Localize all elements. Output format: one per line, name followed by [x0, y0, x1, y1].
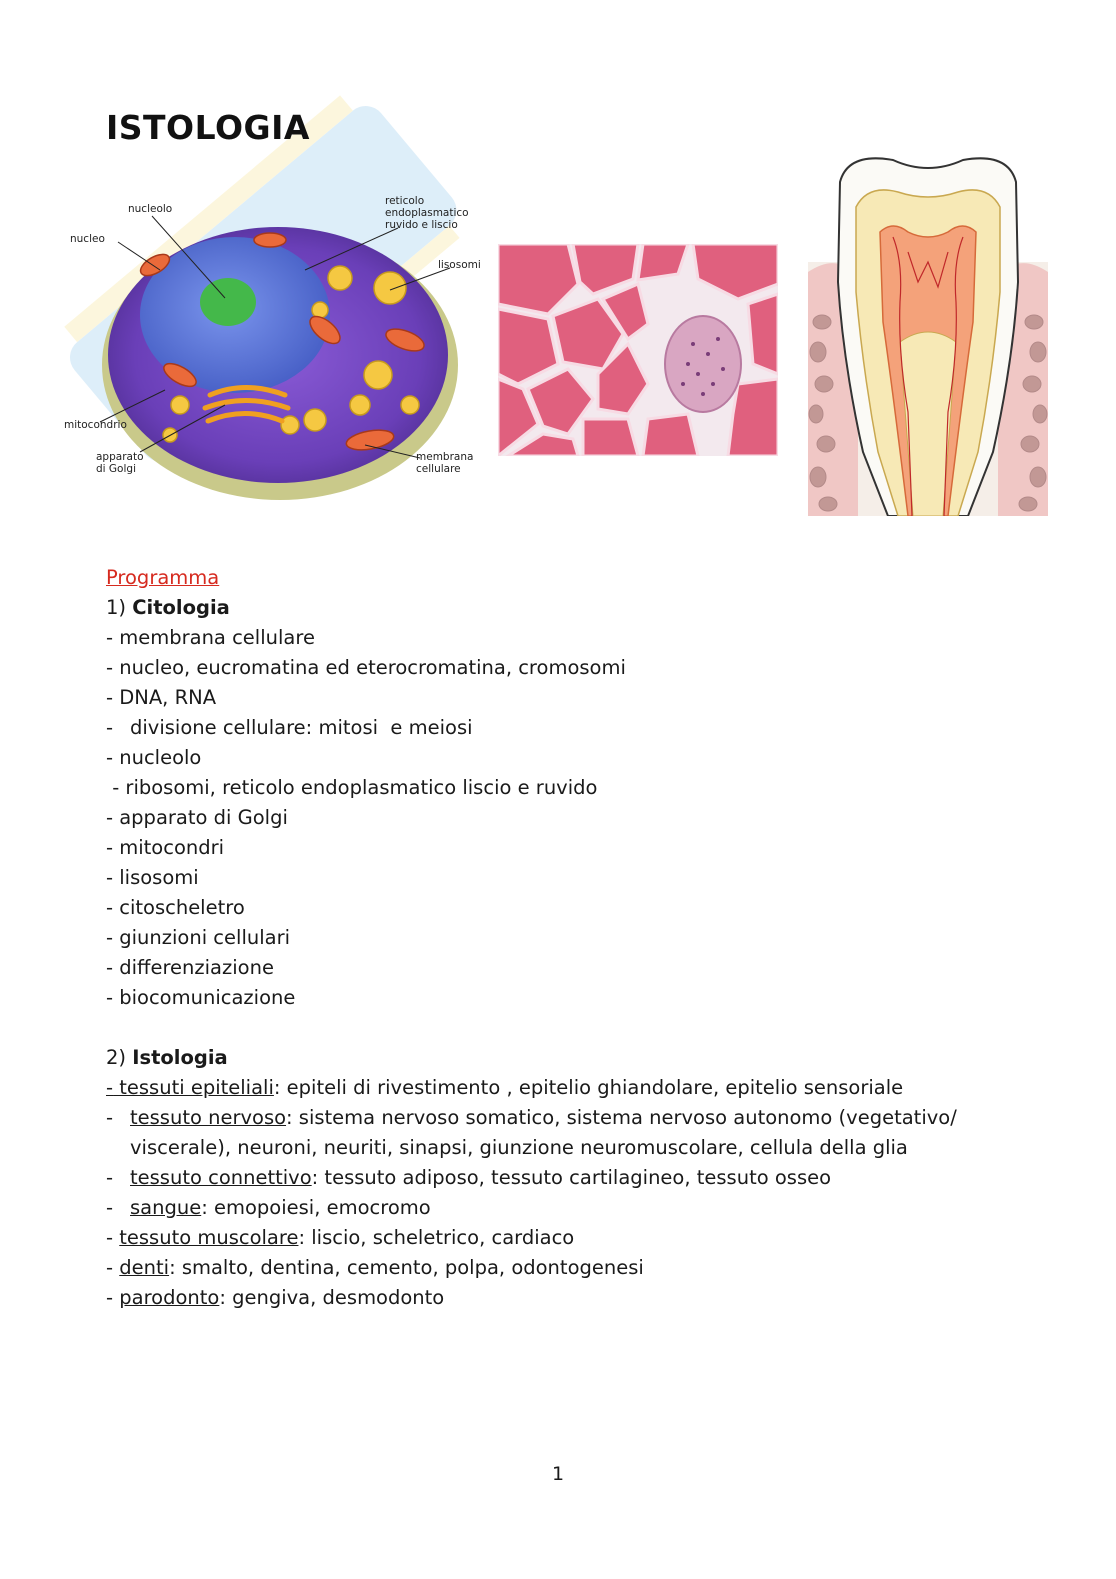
citologia-item: - biocomunicazione: [106, 986, 296, 1009]
parodonto-desc: : gengiva, desmodonto: [219, 1286, 445, 1309]
citologia-item: - DNA, RNA: [106, 686, 217, 709]
nervoso-desc: : sistema nervoso somatico, sistema nervoso autonomo (vegetativo/: [286, 1106, 957, 1129]
istologia-item-parodonto: [106, 1283, 1006, 1313]
label-nucleolo: nucleolo: [128, 203, 173, 215]
epiteliali-prefix: -: [106, 1076, 114, 1099]
page-number: 1: [551, 1463, 565, 1485]
programma-heading: Programma: [106, 566, 220, 589]
citologia-item: - nucleolo: [106, 746, 202, 769]
connettivo-term: tessuto connettivo: [130, 1166, 312, 1189]
label-reticolo-3: ruvido e liscio: [385, 219, 458, 231]
citologia-item: - apparato di Golgi: [106, 806, 288, 829]
denti-prefix: -: [106, 1256, 120, 1279]
denti-desc: : smalto, dentina, cemento, polpa, odontogenesi: [169, 1256, 644, 1279]
sangue-desc: : emopoiesi, emocromo: [201, 1196, 431, 1219]
tooth-section-diagram: [808, 152, 1048, 516]
part2-heading: [106, 1043, 1006, 1073]
parodonto-term: parodonto: [119, 1286, 220, 1309]
label-golgi-2: di Golgi: [96, 463, 136, 475]
istologia-item-muscolare: [106, 1223, 1006, 1253]
sangue-term: sangue: [130, 1196, 202, 1219]
citologia-item: - nucleo, eucromatina ed eterocromatina, cromosomi: [106, 656, 626, 679]
document-title: ISTOLOGIA: [106, 108, 310, 147]
part1-heading: [106, 593, 1006, 623]
istologia-item-denti: [106, 1253, 1006, 1283]
label-mitocondrio: mitocondrio: [64, 419, 127, 431]
epiteliali-desc: : epiteli di rivestimento , epitelio ghiandolare, epitelio sensoriale: [273, 1076, 904, 1099]
section-heading-programma: [106, 563, 1006, 593]
istologia-item-sangue: - sangue: emopoiesi, emocromo: [106, 1196, 431, 1219]
connettivo-desc: : tessuto adiposo, tessuto cartilagineo, tessuto osseo: [311, 1166, 832, 1189]
nervoso-desc-cont: viscerale), neuroni, neuriti, sinapsi, giunzione neuromuscolare, cellula della glia: [130, 1136, 908, 1159]
citologia-item-bullet: - divisione cellulare: mitosi e meiosi: [106, 716, 473, 739]
label-golgi-1: apparato: [96, 451, 144, 463]
part1-title: Citologia: [132, 596, 230, 619]
muscolare-prefix: -: [106, 1226, 120, 1249]
part1-number: 1): [106, 596, 133, 619]
citologia-item: - differenziazione: [106, 956, 274, 979]
citologia-item: - giunzioni cellulari: [106, 926, 291, 949]
programma-content: [106, 563, 1006, 1313]
label-lisosomi: lisosomi: [438, 259, 481, 271]
cell-diagram: [60, 190, 490, 510]
istologia-item-nervoso: - tessuto nervoso: sistema nervoso somatico, sistema nervoso autonomo (vegetativo/: [106, 1106, 957, 1129]
citologia-item: - citoscheletro: [106, 896, 245, 919]
label-reticolo-1: reticolo: [385, 195, 425, 207]
spacer: [106, 1013, 1006, 1043]
istologia-item-connettivo: - tessuto connettivo: tessuto adiposo, tessuto cartilagineo, tessuto osseo: [106, 1166, 832, 1189]
muscolare-desc: : liscio, scheletrico, cardiaco: [298, 1226, 575, 1249]
nervoso-term: tessuto nervoso: [130, 1106, 287, 1129]
muscolare-term: tessuto muscolare: [119, 1226, 299, 1249]
label-membrana-1: membrana: [416, 451, 474, 463]
citologia-item: - ribosomi, reticolo endoplasmatico liscio e ruvido: [106, 776, 598, 799]
label-reticolo-2: endoplasmatico: [385, 207, 469, 219]
istologia-item-epiteliali: [106, 1073, 1006, 1103]
part2-number: 2): [106, 1046, 133, 1069]
citologia-item: - membrana cellulare: [106, 626, 315, 649]
denti-term: denti: [119, 1256, 170, 1279]
label-membrana-2: cellulare: [416, 463, 461, 475]
citologia-item: divisione cellulare: mitosi e meiosi: [130, 716, 473, 739]
epiteliali-term: tessuti epiteliali: [113, 1076, 274, 1099]
citologia-item: - mitocondri: [106, 836, 225, 859]
citologia-item: - lisosomi: [106, 866, 199, 889]
histology-micrograph: [498, 244, 778, 456]
label-nucleo: nucleo: [70, 233, 105, 245]
parodonto-prefix: -: [106, 1286, 120, 1309]
part2-title: Istologia: [132, 1046, 228, 1069]
